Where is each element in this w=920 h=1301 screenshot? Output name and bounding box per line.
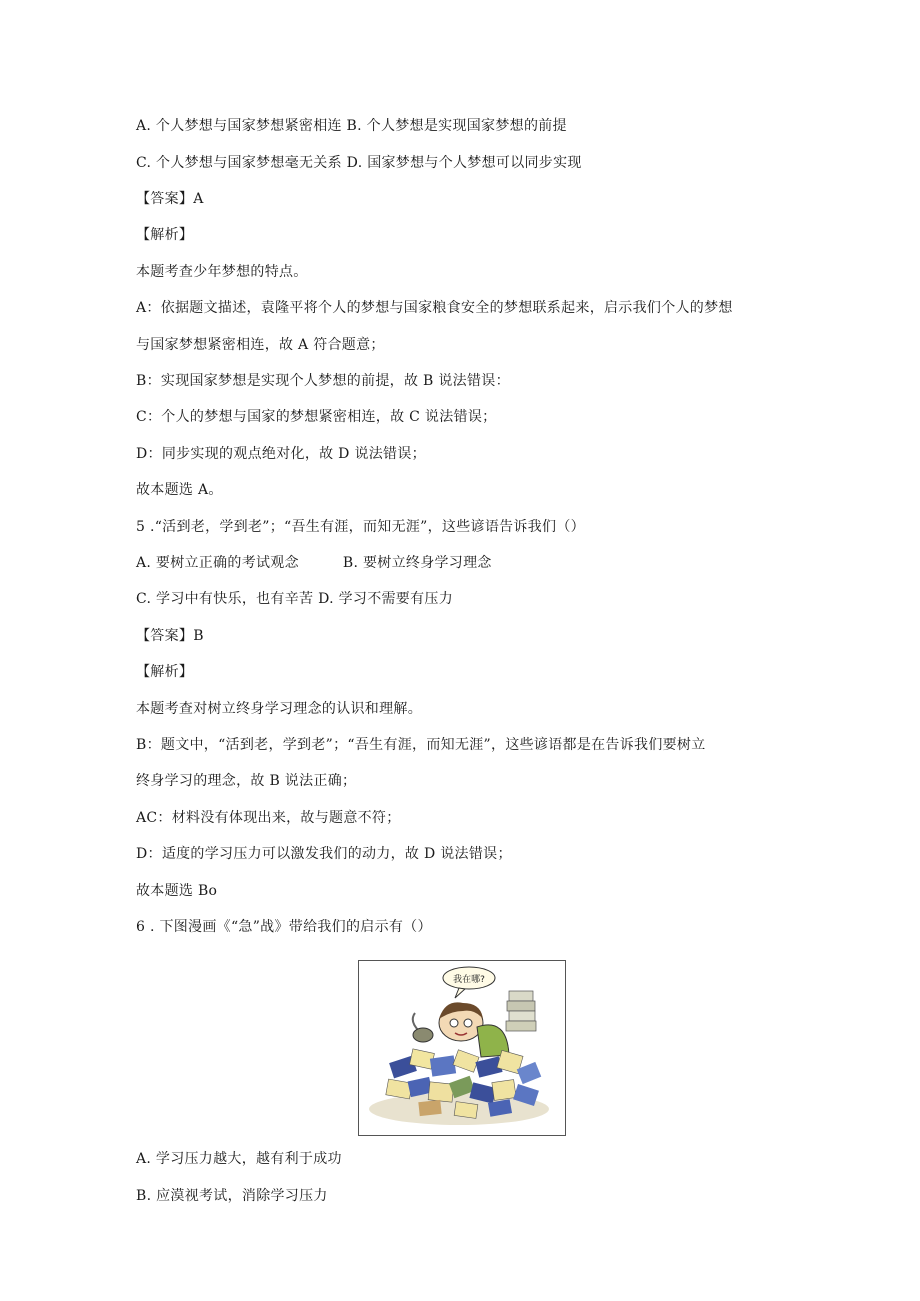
q4-analysis-line: C：个人的梦想与国家的梦想紧密相连，故 C 说法错误； — [136, 409, 497, 425]
q5-analysis-label: 【解析】 — [136, 664, 194, 680]
q4-answer: 【答案】A — [136, 191, 204, 207]
q6-option-a: A. 学习压力越大，越有利于成功 — [136, 1151, 342, 1167]
q4-analysis-line: A：依据题文描述，袁隆平将个人的梦想与国家粮食安全的梦想联系起来，启示我们个人的梦想 — [136, 300, 733, 316]
cartoon-drawing — [359, 961, 565, 1135]
q5-options-cd: C. 学习中有快乐，也有辛苦 D. 学习不需要有压力 — [136, 591, 453, 607]
q4-options-ab: A. 个人梦想与国家梦想紧密相连 B. 个人梦想是实现国家梦想的前提 — [136, 118, 567, 134]
q4-analysis-line: B：实现国家梦想是实现个人梦想的前提，故 B 说法错误： — [136, 373, 510, 389]
q5-analysis-line: D：适度的学习压力可以激发我们的动力，故 D 说法错误； — [136, 846, 512, 862]
q6-stem: 6 . 下图漫画《“急”战》带给我们的启示有（） — [136, 919, 432, 935]
q5-analysis-line: 终身学习的理念，故 B 说法正确； — [136, 773, 357, 789]
cartoon-bubble-text: 我在哪? — [453, 975, 485, 985]
q5-option-a: A. 要树立正确的考试观念 — [136, 555, 299, 571]
q4-analysis-line: D：同步实现的观点绝对化，故 D 说法错误； — [136, 446, 426, 462]
cartoon-image — [358, 960, 566, 1136]
q6-option-b: B. 应漠视考试，消除学习压力 — [136, 1188, 328, 1204]
q5-analysis-line: B：题文中，“活到老，学到老”；“吾生有涯，而知无涯”，这些谚语都是在告诉我们要树立 — [136, 737, 706, 753]
q4-analysis-label: 【解析】 — [136, 227, 194, 243]
q4-options-cd: C. 个人梦想与国家梦想毫无关系 D. 国家梦想与个人梦想可以同步实现 — [136, 155, 582, 171]
q5-conclusion: 故本题选 Bo — [136, 883, 218, 899]
q4-analysis-line: 本题考查少年梦想的特点。 — [136, 264, 308, 280]
q5-stem: 5 .“活到老，学到老”；“吾生有涯，而知无涯”，这些谚语告诉我们（） — [136, 519, 585, 535]
q4-analysis-line: 与国家梦想紧密相连，故 A 符合题意； — [136, 337, 385, 353]
q5-options-ab — [136, 554, 492, 572]
q5-option-b: B. 要树立终身学习理念 — [342, 555, 492, 571]
q5-answer: 【答案】B — [136, 628, 204, 644]
q4-conclusion: 故本题选 A。 — [136, 482, 223, 498]
q5-analysis-line: AC：材料没有体现出来，故与题意不符； — [136, 810, 401, 826]
q5-analysis-line: 本题考查对树立终身学习理念的认识和理解。 — [136, 701, 422, 717]
